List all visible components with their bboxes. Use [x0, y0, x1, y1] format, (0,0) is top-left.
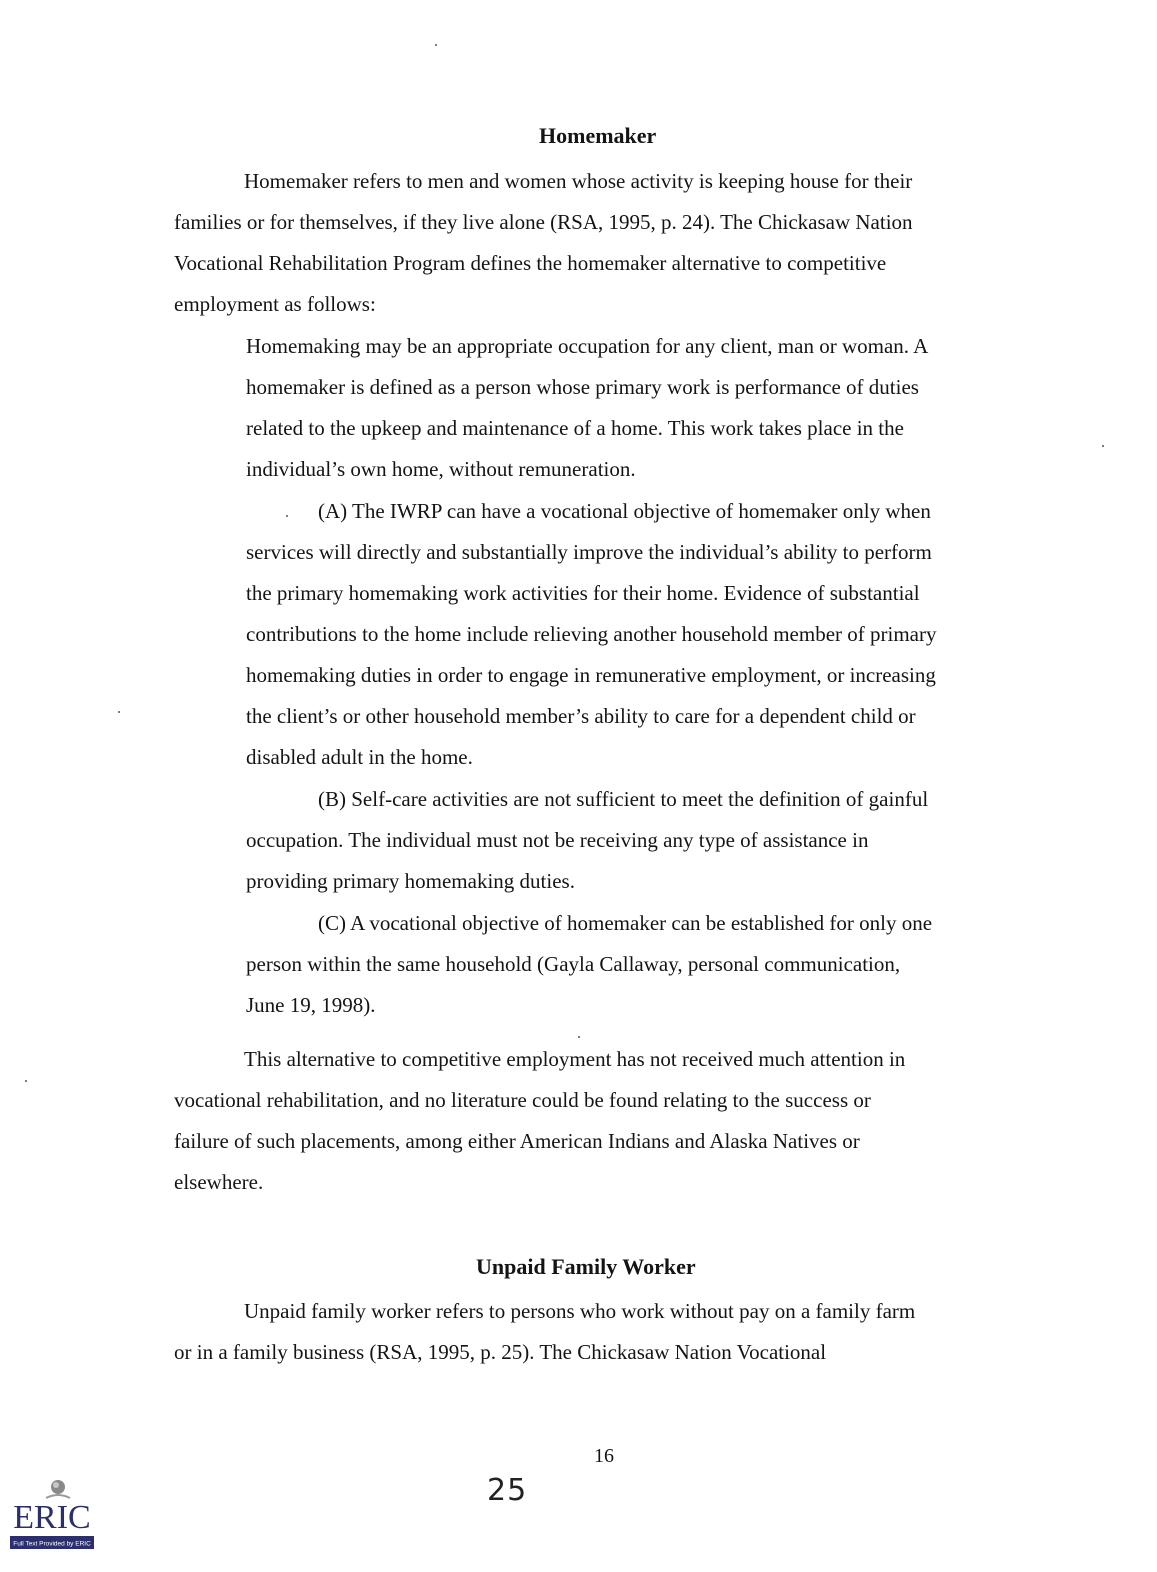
- item-a-line: (A) The IWRP can have a vocational objective of homemaker only when: [318, 499, 931, 523]
- paragraph-line: Unpaid family worker refers to persons who work without pay on a family farm: [244, 1299, 916, 1323]
- paragraph-line: Homemaker refers to men and women whose activity is keeping house for their: [244, 169, 913, 193]
- item-a-line: services will directly and substantially improve the individual’s ability to perform: [246, 540, 932, 564]
- scan-speck: [118, 711, 120, 713]
- quote-line: individual’s own home, without remuneration.: [246, 457, 636, 481]
- eric-logo-wordmark: ERIC: [13, 1499, 91, 1536]
- scan-speck: [1102, 445, 1104, 447]
- eric-logo-figure-icon: [46, 1480, 70, 1498]
- item-a-line: contributions to the home include relieving another household member of primary: [246, 622, 937, 646]
- scan-speck: [578, 1036, 580, 1038]
- section-heading-homemaker: Homemaker: [539, 123, 657, 148]
- paragraph-line: employment as follows:: [174, 292, 376, 316]
- paragraph-line: failure of such placements, among either American Indians and Alaska Natives or: [174, 1129, 860, 1153]
- scan-speck: [435, 44, 437, 46]
- item-b-line: occupation. The individual must not be receiving any type of assistance in: [246, 828, 869, 852]
- item-b-line: (B) Self-care activities are not sufficient to meet the definition of gainful: [318, 787, 929, 811]
- stamp-number: 25: [487, 1473, 528, 1508]
- item-c-line: (C) A vocational objective of homemaker can be established for only one: [318, 911, 933, 935]
- quote-line: related to the upkeep and maintenance of a home. This work takes place in the: [246, 416, 904, 440]
- item-c-line: person within the same household (Gayla Callaway, personal communication,: [246, 952, 901, 976]
- scan-speck: [25, 1080, 27, 1082]
- eric-logo: [6, 1476, 98, 1568]
- paragraph-line: elsewhere.: [174, 1170, 264, 1194]
- paragraph-line: or in a family business (RSA, 1995, p. 25). The Chickasaw Nation Vocational: [174, 1340, 827, 1364]
- item-a-line: homemaking duties in order to engage in remunerative employment, or increasing: [246, 663, 936, 687]
- item-a-line: the primary homemaking work activities for their home. Evidence of substantial: [246, 581, 920, 605]
- quote-line: homemaker is defined as a person whose primary work is performance of duties: [246, 375, 919, 399]
- section-heading-unpaid-family-worker: Unpaid Family Worker: [476, 1254, 696, 1279]
- item-b-line: providing primary homemaking duties.: [246, 869, 575, 893]
- eric-logo-tagline: Full Text Provided by ERIC: [13, 1540, 91, 1548]
- paragraph-line: Vocational Rehabilitation Program defines the homemaker alternative to competitive: [174, 251, 887, 275]
- page-number: 16: [594, 1445, 614, 1467]
- scan-speck: [286, 515, 288, 517]
- paragraph-line: families or for themselves, if they live alone (RSA, 1995, p. 24). The Chickasaw Nation: [174, 210, 913, 234]
- item-a-line: the client’s or other household member’s ability to care for a dependent child or: [246, 704, 916, 728]
- paragraph-line: vocational rehabilitation, and no literature could be found relating to the success or: [174, 1088, 871, 1112]
- paragraph-line: This alternative to competitive employment has not received much attention in: [244, 1047, 906, 1071]
- item-c-line: June 19, 1998).: [246, 993, 376, 1017]
- quote-line: Homemaking may be an appropriate occupation for any client, man or woman. A: [246, 334, 929, 358]
- item-a-line: disabled adult in the home.: [246, 745, 473, 769]
